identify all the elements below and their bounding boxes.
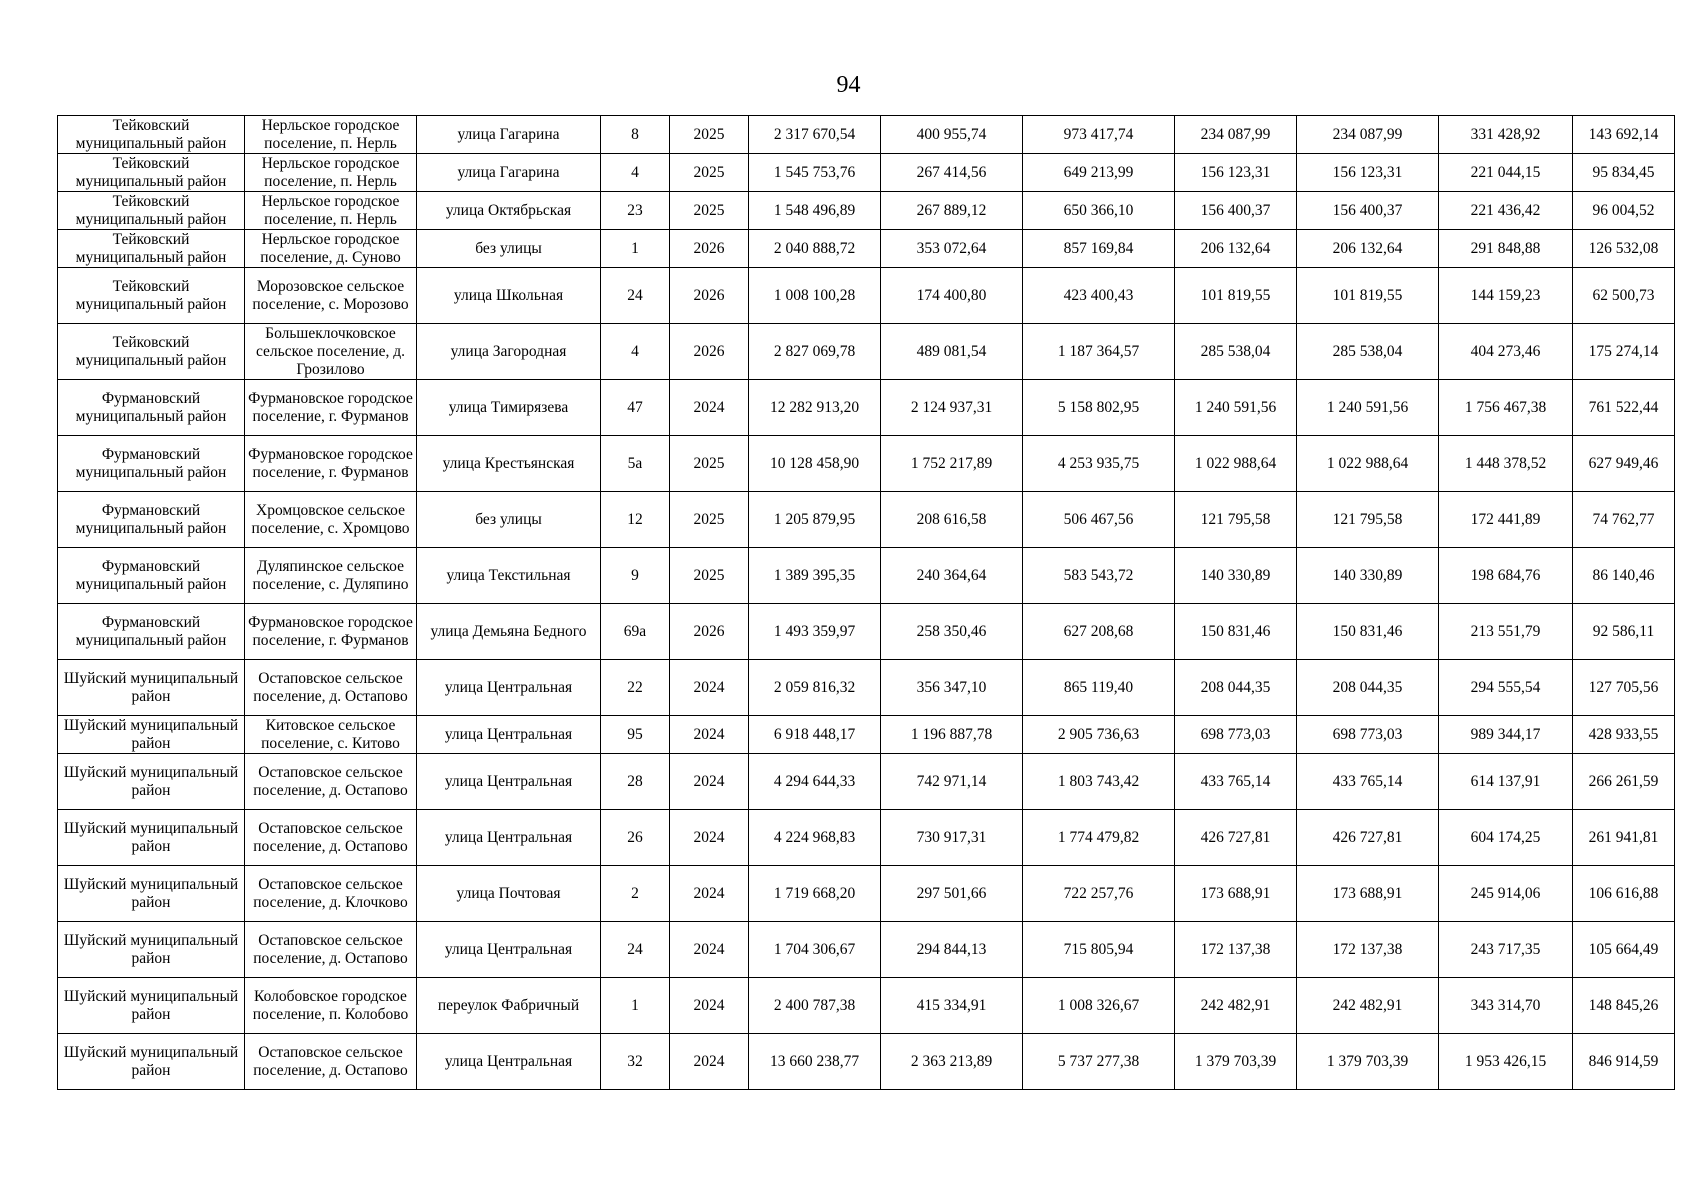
amount-cell-3: 234 087,99 (1175, 116, 1297, 154)
total-cost-cell: 2 059 816,32 (749, 660, 881, 716)
total-cost-cell: 6 918 448,17 (749, 716, 881, 754)
amount-cell-6: 106 616,88 (1573, 866, 1675, 922)
data-table (57, 115, 1675, 1090)
amount-cell-2: 4 253 935,75 (1023, 436, 1175, 492)
amount-cell-4: 1 022 988,64 (1297, 436, 1439, 492)
house-number-cell: 23 (601, 192, 670, 230)
house-number-cell: 1 (601, 230, 670, 268)
amount-cell-3: 1 379 703,39 (1175, 1034, 1297, 1090)
table-row (58, 380, 1675, 436)
house-number-cell: 24 (601, 922, 670, 978)
year-cell: 2025 (670, 116, 749, 154)
amount-cell-6: 846 914,59 (1573, 1034, 1675, 1090)
amount-cell-3: 173 688,91 (1175, 866, 1297, 922)
amount-cell-4: 173 688,91 (1297, 866, 1439, 922)
amount-cell-4: 698 773,03 (1297, 716, 1439, 754)
total-cost-cell: 2 400 787,38 (749, 978, 881, 1034)
amount-cell-3: 1 240 591,56 (1175, 380, 1297, 436)
amount-cell-3: 426 727,81 (1175, 810, 1297, 866)
amount-cell-1: 267 889,12 (881, 192, 1023, 230)
total-cost-cell: 12 282 913,20 (749, 380, 881, 436)
total-cost-cell: 2 827 069,78 (749, 324, 881, 380)
house-number-cell: 26 (601, 810, 670, 866)
year-cell: 2024 (670, 716, 749, 754)
table-row (58, 230, 1675, 268)
amount-cell-4: 140 330,89 (1297, 548, 1439, 604)
amount-cell-6: 175 274,14 (1573, 324, 1675, 380)
year-cell: 2025 (670, 492, 749, 548)
amount-cell-5: 213 551,79 (1439, 604, 1573, 660)
table-row (58, 716, 1675, 754)
settlement-cell: Фурмановское городское поселение, г. Фурманов (245, 436, 417, 492)
amount-cell-5: 343 314,70 (1439, 978, 1573, 1034)
amount-cell-6: 148 845,26 (1573, 978, 1675, 1034)
amount-cell-6: 261 941,81 (1573, 810, 1675, 866)
amount-cell-6: 74 762,77 (1573, 492, 1675, 548)
amount-cell-6: 62 500,73 (1573, 268, 1675, 324)
amount-cell-4: 156 400,37 (1297, 192, 1439, 230)
table-row (58, 492, 1675, 548)
amount-cell-1: 297 501,66 (881, 866, 1023, 922)
amount-cell-2: 649 213,99 (1023, 154, 1175, 192)
municipal-district-cell: Шуйский муниципальный район (58, 1034, 245, 1090)
year-cell: 2024 (670, 866, 749, 922)
amount-cell-5: 1 448 378,52 (1439, 436, 1573, 492)
amount-cell-4: 426 727,81 (1297, 810, 1439, 866)
amount-cell-1: 356 347,10 (881, 660, 1023, 716)
settlement-cell: Китовское сельское поселение, с. Китово (245, 716, 417, 754)
year-cell: 2024 (670, 754, 749, 810)
amount-cell-4: 285 538,04 (1297, 324, 1439, 380)
municipal-district-cell: Фурмановский муниципальный район (58, 436, 245, 492)
municipal-district-cell: Фурмановский муниципальный район (58, 380, 245, 436)
street-cell: улица Загородная (417, 324, 601, 380)
amount-cell-6: 761 522,44 (1573, 380, 1675, 436)
amount-cell-2: 5 737 277,38 (1023, 1034, 1175, 1090)
amount-cell-5: 221 044,15 (1439, 154, 1573, 192)
amount-cell-4: 156 123,31 (1297, 154, 1439, 192)
year-cell: 2025 (670, 548, 749, 604)
amount-cell-2: 973 417,74 (1023, 116, 1175, 154)
municipal-district-cell: Шуйский муниципальный район (58, 754, 245, 810)
total-cost-cell: 4 224 968,83 (749, 810, 881, 866)
municipal-district-cell: Фурмановский муниципальный район (58, 492, 245, 548)
settlement-cell: Морозовское сельское поселение, с. Морозово (245, 268, 417, 324)
table-row (58, 754, 1675, 810)
amount-cell-4: 121 795,58 (1297, 492, 1439, 548)
amount-cell-6: 428 933,55 (1573, 716, 1675, 754)
amount-cell-1: 174 400,80 (881, 268, 1023, 324)
amount-cell-1: 267 414,56 (881, 154, 1023, 192)
table-row (58, 660, 1675, 716)
settlement-cell: Колобовское городское поселение, п. Колобово (245, 978, 417, 1034)
amount-cell-3: 140 330,89 (1175, 548, 1297, 604)
street-cell: улица Октябрьская (417, 192, 601, 230)
table-row (58, 810, 1675, 866)
year-cell: 2026 (670, 230, 749, 268)
house-number-cell: 12 (601, 492, 670, 548)
year-cell: 2025 (670, 154, 749, 192)
amount-cell-3: 121 795,58 (1175, 492, 1297, 548)
year-cell: 2024 (670, 810, 749, 866)
amount-cell-5: 331 428,92 (1439, 116, 1573, 154)
table-row (58, 866, 1675, 922)
amount-cell-5: 243 717,35 (1439, 922, 1573, 978)
amount-cell-1: 415 334,91 (881, 978, 1023, 1034)
settlement-cell: Нерльское городское поселение, п. Нерль (245, 116, 417, 154)
amount-cell-3: 1 022 988,64 (1175, 436, 1297, 492)
amount-cell-6: 266 261,59 (1573, 754, 1675, 810)
house-number-cell: 2 (601, 866, 670, 922)
amount-cell-5: 1 756 467,38 (1439, 380, 1573, 436)
settlement-cell: Нерльское городское поселение, п. Нерль (245, 192, 417, 230)
year-cell: 2026 (670, 324, 749, 380)
amount-cell-2: 1 803 743,42 (1023, 754, 1175, 810)
amount-cell-4: 208 044,35 (1297, 660, 1439, 716)
street-cell: улица Демьяна Бедного (417, 604, 601, 660)
house-number-cell: 69а (601, 604, 670, 660)
table-row (58, 192, 1675, 230)
year-cell: 2024 (670, 660, 749, 716)
house-number-cell: 22 (601, 660, 670, 716)
total-cost-cell: 1 719 668,20 (749, 866, 881, 922)
amount-cell-5: 198 684,76 (1439, 548, 1573, 604)
house-number-cell: 1 (601, 978, 670, 1034)
amount-cell-3: 698 773,03 (1175, 716, 1297, 754)
amount-cell-3: 433 765,14 (1175, 754, 1297, 810)
amount-cell-5: 144 159,23 (1439, 268, 1573, 324)
settlement-cell: Нерльское городское поселение, д. Суново (245, 230, 417, 268)
amount-cell-6: 96 004,52 (1573, 192, 1675, 230)
amount-cell-5: 1 953 426,15 (1439, 1034, 1573, 1090)
total-cost-cell: 1 389 395,35 (749, 548, 881, 604)
total-cost-cell: 4 294 644,33 (749, 754, 881, 810)
house-number-cell: 9 (601, 548, 670, 604)
street-cell: улица Центральная (417, 716, 601, 754)
total-cost-cell: 1 548 496,89 (749, 192, 881, 230)
street-cell: без улицы (417, 492, 601, 548)
amount-cell-2: 1 774 479,82 (1023, 810, 1175, 866)
amount-cell-2: 5 158 802,95 (1023, 380, 1175, 436)
amount-cell-5: 614 137,91 (1439, 754, 1573, 810)
settlement-cell: Остаповское сельское поселение, д. Остапово (245, 754, 417, 810)
amount-cell-1: 1 196 887,78 (881, 716, 1023, 754)
settlement-cell: Остаповское сельское поселение, д. Остапово (245, 660, 417, 716)
amount-cell-2: 715 805,94 (1023, 922, 1175, 978)
total-cost-cell: 1 008 100,28 (749, 268, 881, 324)
page-number: 94 (836, 72, 861, 98)
table-row (58, 154, 1675, 192)
amount-cell-6: 143 692,14 (1573, 116, 1675, 154)
amount-cell-2: 650 366,10 (1023, 192, 1175, 230)
total-cost-cell: 1 493 359,97 (749, 604, 881, 660)
house-number-cell: 8 (601, 116, 670, 154)
settlement-cell: Дуляпинское сельское поселение, с. Дуляпино (245, 548, 417, 604)
amount-cell-2: 865 119,40 (1023, 660, 1175, 716)
street-cell: улица Центральная (417, 660, 601, 716)
table-row (58, 548, 1675, 604)
amount-cell-3: 285 538,04 (1175, 324, 1297, 380)
house-number-cell: 32 (601, 1034, 670, 1090)
municipal-district-cell: Тейковский муниципальный район (58, 192, 245, 230)
amount-cell-6: 95 834,45 (1573, 154, 1675, 192)
amount-cell-4: 101 819,55 (1297, 268, 1439, 324)
street-cell: улица Гагарина (417, 154, 601, 192)
street-cell: улица Центральная (417, 922, 601, 978)
table-row (58, 116, 1675, 154)
amount-cell-2: 1 008 326,67 (1023, 978, 1175, 1034)
settlement-cell: Остаповское сельское поселение, д. Остапово (245, 922, 417, 978)
amount-cell-4: 433 765,14 (1297, 754, 1439, 810)
house-number-cell: 4 (601, 154, 670, 192)
municipal-district-cell: Шуйский муниципальный район (58, 810, 245, 866)
municipal-district-cell: Шуйский муниципальный район (58, 978, 245, 1034)
table-row (58, 604, 1675, 660)
table-row (58, 324, 1675, 380)
amount-cell-4: 1 379 703,39 (1297, 1034, 1439, 1090)
amount-cell-1: 240 364,64 (881, 548, 1023, 604)
amount-cell-1: 742 971,14 (881, 754, 1023, 810)
total-cost-cell: 10 128 458,90 (749, 436, 881, 492)
year-cell: 2025 (670, 192, 749, 230)
house-number-cell: 4 (601, 324, 670, 380)
amount-cell-2: 1 187 364,57 (1023, 324, 1175, 380)
amount-cell-3: 206 132,64 (1175, 230, 1297, 268)
year-cell: 2024 (670, 380, 749, 436)
amount-cell-1: 400 955,74 (881, 116, 1023, 154)
amount-cell-3: 101 819,55 (1175, 268, 1297, 324)
street-cell: улица Почтовая (417, 866, 601, 922)
municipal-district-cell: Фурмановский муниципальный район (58, 604, 245, 660)
municipal-district-cell: Тейковский муниципальный район (58, 116, 245, 154)
amount-cell-1: 1 752 217,89 (881, 436, 1023, 492)
amount-cell-4: 1 240 591,56 (1297, 380, 1439, 436)
settlement-cell: Большеклочковское сельское поселение, д. Грозилово (245, 324, 417, 380)
total-cost-cell: 1 545 753,76 (749, 154, 881, 192)
total-cost-cell: 13 660 238,77 (749, 1034, 881, 1090)
street-cell: переулок Фабричный (417, 978, 601, 1034)
amount-cell-2: 857 169,84 (1023, 230, 1175, 268)
year-cell: 2024 (670, 1034, 749, 1090)
amount-cell-5: 291 848,88 (1439, 230, 1573, 268)
amount-cell-5: 245 914,06 (1439, 866, 1573, 922)
amount-cell-2: 2 905 736,63 (1023, 716, 1175, 754)
amount-cell-4: 206 132,64 (1297, 230, 1439, 268)
street-cell: улица Центральная (417, 810, 601, 866)
amount-cell-6: 627 949,46 (1573, 436, 1675, 492)
amount-cell-3: 242 482,91 (1175, 978, 1297, 1034)
year-cell: 2026 (670, 268, 749, 324)
municipal-district-cell: Тейковский муниципальный район (58, 324, 245, 380)
amount-cell-3: 156 400,37 (1175, 192, 1297, 230)
street-cell: улица Крестьянская (417, 436, 601, 492)
year-cell: 2026 (670, 604, 749, 660)
street-cell: без улицы (417, 230, 601, 268)
total-cost-cell: 2 317 670,54 (749, 116, 881, 154)
amount-cell-5: 989 344,17 (1439, 716, 1573, 754)
amount-cell-1: 730 917,31 (881, 810, 1023, 866)
total-cost-cell: 1 205 879,95 (749, 492, 881, 548)
table-row (58, 978, 1675, 1034)
table-body (58, 116, 1675, 1090)
amount-cell-4: 150 831,46 (1297, 604, 1439, 660)
municipal-district-cell: Фурмановский муниципальный район (58, 548, 245, 604)
amount-cell-1: 2 124 937,31 (881, 380, 1023, 436)
amount-cell-4: 234 087,99 (1297, 116, 1439, 154)
municipal-district-cell: Тейковский муниципальный район (58, 154, 245, 192)
amount-cell-5: 604 174,25 (1439, 810, 1573, 866)
house-number-cell: 95 (601, 716, 670, 754)
amount-cell-1: 2 363 213,89 (881, 1034, 1023, 1090)
amount-cell-2: 506 467,56 (1023, 492, 1175, 548)
amount-cell-2: 722 257,76 (1023, 866, 1175, 922)
house-number-cell: 28 (601, 754, 670, 810)
municipal-district-cell: Тейковский муниципальный район (58, 268, 245, 324)
street-cell: улица Центральная (417, 754, 601, 810)
year-cell: 2024 (670, 978, 749, 1034)
amount-cell-6: 86 140,46 (1573, 548, 1675, 604)
total-cost-cell: 1 704 306,67 (749, 922, 881, 978)
amount-cell-1: 489 081,54 (881, 324, 1023, 380)
amount-cell-4: 242 482,91 (1297, 978, 1439, 1034)
house-number-cell: 24 (601, 268, 670, 324)
amount-cell-3: 150 831,46 (1175, 604, 1297, 660)
settlement-cell: Хромцовское сельское поселение, с. Хромцово (245, 492, 417, 548)
street-cell: улица Школьная (417, 268, 601, 324)
table-row (58, 922, 1675, 978)
street-cell: улица Тимирязева (417, 380, 601, 436)
total-cost-cell: 2 040 888,72 (749, 230, 881, 268)
settlement-cell: Нерльское городское поселение, п. Нерль (245, 154, 417, 192)
street-cell: улица Текстильная (417, 548, 601, 604)
amount-cell-2: 583 543,72 (1023, 548, 1175, 604)
amount-cell-1: 208 616,58 (881, 492, 1023, 548)
year-cell: 2025 (670, 436, 749, 492)
table-row (58, 268, 1675, 324)
amount-cell-2: 627 208,68 (1023, 604, 1175, 660)
municipal-district-cell: Шуйский муниципальный район (58, 922, 245, 978)
amount-cell-3: 156 123,31 (1175, 154, 1297, 192)
table-row (58, 436, 1675, 492)
amount-cell-5: 294 555,54 (1439, 660, 1573, 716)
settlement-cell: Фурмановское городское поселение, г. Фурманов (245, 604, 417, 660)
amount-cell-6: 92 586,11 (1573, 604, 1675, 660)
amount-cell-4: 172 137,38 (1297, 922, 1439, 978)
house-number-cell: 47 (601, 380, 670, 436)
street-cell: улица Центральная (417, 1034, 601, 1090)
amount-cell-1: 258 350,46 (881, 604, 1023, 660)
settlement-cell: Остаповское сельское поселение, д. Клочково (245, 866, 417, 922)
municipal-district-cell: Тейковский муниципальный район (58, 230, 245, 268)
year-cell: 2024 (670, 922, 749, 978)
municipal-district-cell: Шуйский муниципальный район (58, 716, 245, 754)
settlement-cell: Фурмановское городское поселение, г. Фурманов (245, 380, 417, 436)
table-row (58, 1034, 1675, 1090)
amount-cell-3: 172 137,38 (1175, 922, 1297, 978)
amount-cell-5: 172 441,89 (1439, 492, 1573, 548)
amount-cell-1: 353 072,64 (881, 230, 1023, 268)
amount-cell-3: 208 044,35 (1175, 660, 1297, 716)
amount-cell-5: 404 273,46 (1439, 324, 1573, 380)
municipal-district-cell: Шуйский муниципальный район (58, 660, 245, 716)
amount-cell-6: 127 705,56 (1573, 660, 1675, 716)
street-cell: улица Гагарина (417, 116, 601, 154)
amount-cell-6: 126 532,08 (1573, 230, 1675, 268)
house-number-cell: 5а (601, 436, 670, 492)
settlement-cell: Остаповское сельское поселение, д. Остапово (245, 810, 417, 866)
amount-cell-6: 105 664,49 (1573, 922, 1675, 978)
municipal-district-cell: Шуйский муниципальный район (58, 866, 245, 922)
amount-cell-2: 423 400,43 (1023, 268, 1175, 324)
settlement-cell: Остаповское сельское поселение, д. Остапово (245, 1034, 417, 1090)
amount-cell-1: 294 844,13 (881, 922, 1023, 978)
amount-cell-5: 221 436,42 (1439, 192, 1573, 230)
